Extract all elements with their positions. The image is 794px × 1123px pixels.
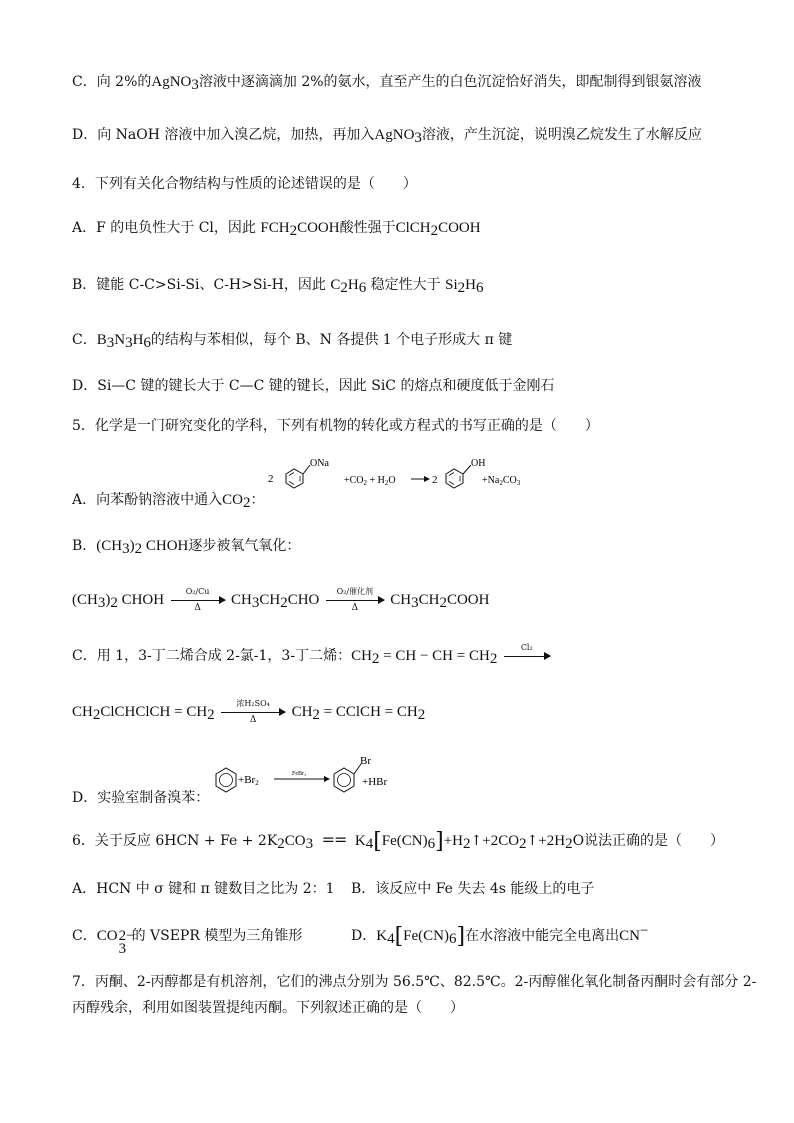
q5-option-a: A．向苯酚钠溶液中通入$CO_2$： (72, 492, 265, 511)
formula: COOH (446, 592, 490, 608)
formula: H (132, 332, 144, 348)
ona-label: ONa (310, 458, 329, 469)
text: B．键能 C-C>Si-Si、C-H>Si-H，因此 (72, 277, 326, 293)
text: 在水溶液中能完全电离出 (465, 928, 620, 944)
benzene-ring-icon (286, 469, 303, 488)
formula: CH (72, 704, 93, 720)
co2-term: $+CO_2 + H_2O$ (344, 475, 396, 487)
q5-option-b: B．$(CH_3)_2$ CHOH逐步被氧气氧化： (72, 538, 301, 557)
formula: CO (222, 492, 243, 508)
text: 的结构与苯相似，每个 B、N 各提供 1 个电子形成大 π 键 (150, 332, 513, 348)
heat: Δ (249, 715, 257, 725)
reaction-arrow-icon (221, 699, 285, 725)
formula-agno3: AgNO (151, 74, 192, 90)
q6-option-a: A．HCN 中 σ 键和 π 键数目之比为 2：1 (72, 881, 335, 897)
formula: = CClCH = CH (319, 704, 418, 720)
reaction-arrow-icon (326, 587, 384, 613)
text: ： (250, 492, 265, 508)
text: A．向苯酚钠溶液中通入 (72, 492, 223, 508)
benzene-ring-icon (334, 768, 354, 792)
condition: Cl₂ (520, 643, 533, 652)
formula: H (465, 277, 476, 293)
formula: (CH (72, 592, 98, 608)
formula: FCH (260, 220, 290, 236)
benzene-ring-icon (216, 768, 236, 792)
bromobenzene-equation (212, 752, 422, 804)
q5-option-b-equation: $(CH_3)_2$ CHOH $\frac{\text{O₂/Cu}}{\Delta}$ $CH_3CH_2CHO$ O₂/催化剂 Δ $CH_3CH_2COOH$ (72, 587, 490, 613)
formula-agno3: AgNO (374, 127, 415, 143)
formula: CO (96, 928, 118, 944)
text: 6．关于反应 6HCN + Fe + 2K (72, 833, 278, 849)
q4-stem: 4．下列有关化合物结构与性质的论述错误的是（ ） (72, 176, 417, 192)
formula: CHOH (145, 538, 189, 554)
formula: CH (291, 704, 313, 720)
reaction-arrow-icon (504, 643, 550, 657)
formula: COOH (438, 220, 481, 236)
q6-stem: 6．关于反应 $6HCN + Fe + 2K_2CO_3$ == $K_4[Fe(CN)_6]+H_2↑+2CO_2↑+2H_2O$说法正确的是（ ） (72, 829, 725, 854)
formula: +2CO (482, 833, 520, 849)
na2co3-term: $+Na_2CO_3$ (482, 475, 521, 487)
formula: N (114, 332, 126, 348)
formula: CHO (287, 592, 320, 608)
text: O说法正确的是（ ） (572, 833, 725, 849)
formula: ClCH (395, 220, 431, 236)
text: A．F 的电负性大于 Cl，因此 (72, 220, 256, 236)
q5-option-c-equation: $CH_2ClCHClCH = CH_2$ 浓H₂SO₄ Δ $CH_2$ = CClCH = $CH_2$ (72, 699, 426, 725)
text: C．用 1，3-丁二烯合成 2-氯-1，3-丁二烯： (72, 648, 352, 664)
q7-stem-line2: 丙醇残余，利用如图装置提纯丙酮。下列叙述正确的是（ ） (72, 1000, 464, 1016)
heat: Δ (194, 603, 201, 613)
reaction-arrow-icon (171, 587, 225, 613)
q4-option-d: D．Si—C 键的键长大于 C—C 键的键长，因此 SiC 的熔点和硬度低于金刚石 (72, 378, 555, 394)
oh-label: OH (471, 458, 486, 469)
formula: B (96, 332, 107, 348)
q6-option-b: B．该反应中 Fe 失去 4s 能级上的电子 (351, 881, 595, 897)
q5-option-c: C．用 1，3-丁二烯合成 2-氯-1，3-丁二烯：$CH_2$ = CH − CH = $CH_2$ Cl₂ (72, 646, 552, 666)
text: 溶液，产生沉淀，说明溴乙烷发生了水解反应 (421, 127, 702, 143)
heat: Δ (351, 603, 359, 613)
text: C． (72, 928, 97, 944)
formula: (CH (96, 538, 123, 554)
phenoxide-co2-equation (266, 452, 556, 502)
text: 酸性强于 (339, 220, 396, 236)
formula: Fe(CN) (381, 833, 428, 849)
q3-option-d: D．向 NaOH 溶液中加入溴乙烷，加热，再加入AgNO$_3$溶液，产生沉淀，说明溴乙烷发生了水解反应 (72, 127, 702, 146)
condition: 浓H₂SO₄ (236, 699, 270, 708)
q3-option-c: C．向 2%的AgNO$_3$溶液中逐滴滴加 2%的氨水，直至产生的白色沉淀恰好消失，即配制得到银氨溶液 (72, 74, 702, 93)
formula: CH (231, 592, 252, 608)
formula: K (354, 833, 366, 849)
formula: C (330, 277, 341, 293)
br2-term: +Br2 (238, 774, 259, 787)
formula: Fe(CN) (403, 928, 449, 944)
formula: CHOH (121, 592, 165, 608)
catalyst-label: FeBr₃ (292, 771, 307, 777)
formula: COOH (297, 220, 340, 236)
formula: +H (443, 833, 464, 849)
q6-option-d: D．$K_4[Fe(CN)_6]$在水溶液中能完全电离出CN− (351, 923, 649, 949)
condition: O₂/催化剂 (336, 587, 374, 596)
formula: CH (390, 592, 412, 608)
text: 的 VSEPR 模型为三角锥形 (131, 928, 303, 944)
formula: CO (284, 833, 306, 849)
text: C．向 2%的 (72, 74, 152, 90)
q5-option-d: D．实验室制备溴苯： (72, 790, 210, 806)
text: 溶液中逐滴滴加 2%的氨水，直至产生的白色沉淀恰好消失，即配制得到银氨溶液 (198, 74, 702, 90)
benzene-ring-icon (446, 469, 463, 488)
charge: − (639, 923, 649, 939)
text: C． (72, 332, 97, 348)
formula: CN (619, 928, 640, 944)
q4-option-a: A．F 的电负性大于 Cl，因此 $FCH_2COOH$酸性强于ClCH$_2$COOH (72, 220, 481, 239)
q7-stem-line1: 7．丙酮、2-丙醇都是有机溶剂，它们的沸点分别为 56.5℃、82.5℃。2-丙醇催化氧化制备丙酮时会有部分 2- (72, 974, 757, 990)
coefficient: 2 (432, 474, 438, 486)
formula: +2H (538, 833, 566, 849)
q5-stem: 5．化学是一门研究变化的学科，下列有机物的转化或方程式的书写正确的是（ ） (72, 418, 599, 434)
text: 逐步被氧气氧化： (188, 538, 301, 554)
formula: CH (259, 592, 281, 608)
condition: O₂/Cu (185, 587, 210, 596)
formula: CH (418, 592, 440, 608)
q4-option-c: C．$B_3N_3H_6$的结构与苯相似，每个 B、N 各提供 1 个电子形成大 π 键 (72, 332, 513, 351)
formula: K (376, 928, 388, 944)
formula: = CH − CH = CH (379, 648, 490, 664)
text: D． (351, 928, 377, 944)
formula: Si (445, 277, 458, 293)
coefficient: 2 (268, 473, 274, 485)
formula: H (347, 277, 359, 293)
text: D．向 NaOH 溶液中加入溴乙烷，加热，再加入 (72, 127, 375, 143)
q6-option-c: C．CO 2− 3 的 VSEPR 模型为三角锥形 (72, 928, 303, 957)
hbr-term: +HBr (362, 776, 388, 788)
formula: CH (351, 648, 372, 664)
q4-option-b: B．键能 C-C>Si-Si、C-H>Si-H，因此 $C_2H_6$ 稳定性大于 $Si_2H_6$ (72, 277, 484, 296)
text: 稳定性大于 (370, 277, 441, 293)
formula: ClCHClCH = CH (100, 704, 208, 720)
br-label: Br (360, 755, 371, 767)
text: B． (72, 538, 97, 554)
